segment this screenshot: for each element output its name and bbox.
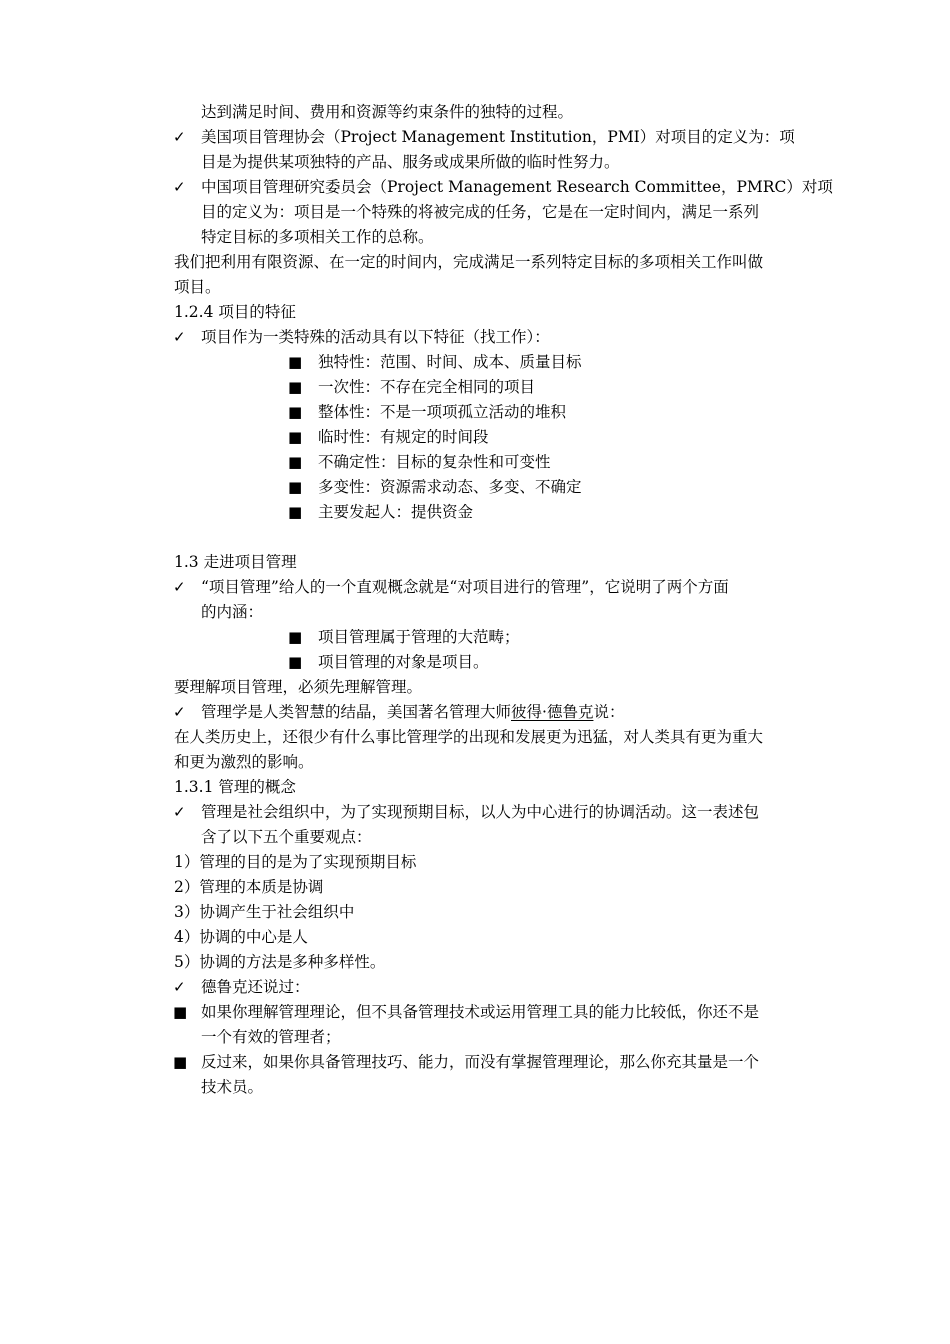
paragraph-line: 在人类历史上，还很少有什么事比管理学的出现和发展更为迅猛，对人类具有更为重大 (174, 728, 764, 746)
check-icon: ✓ (173, 978, 186, 996)
paragraph-line: 含了以下五个重要观点： (201, 828, 372, 846)
square-bullet-icon: ■ (288, 378, 303, 396)
list-item: 整体性：不是一项项孤立活动的堆积 (318, 403, 567, 421)
paragraph-line: 目是为提供某项独特的产品、服务或成果所做的临时性努力。 (201, 153, 620, 171)
list-item: 主要发起人：提供资金 (318, 503, 474, 521)
paragraph-line: “项目管理”给人的一个直观概念就是“对项目进行的管理”，它说明了两个方面 (201, 578, 729, 596)
square-bullet-icon: ■ (288, 403, 303, 421)
numbered-item: 1）管理的目的是为了实现预期目标 (174, 853, 417, 871)
check-icon: ✓ (173, 128, 186, 146)
section-heading: 1.3 走进项目管理 (174, 553, 297, 571)
paragraph-line: 项目作为一类特殊的活动具有以下特征（找工作）： (201, 328, 550, 346)
square-bullet-icon: ■ (288, 503, 303, 521)
drucker-link[interactable]: 彼得·德鲁克 (511, 703, 594, 721)
paragraph-line: 管理是社会组织中，为了实现预期目标，以人为中心进行的协调活动。这一表述包 (201, 803, 760, 821)
check-icon: ✓ (173, 328, 186, 346)
section-heading: 1.3.1 管理的概念 (174, 778, 296, 796)
list-item: 多变性：资源需求动态、多变、不确定 (318, 478, 582, 496)
paragraph-line: 一个有效的管理者； (201, 1028, 341, 1046)
paragraph-text: 管理学是人类智慧的结晶，美国著名管理大师 (201, 703, 512, 721)
paragraph-line: 的内涵： (201, 603, 264, 621)
square-bullet-icon: ■ (288, 353, 303, 371)
numbered-item: 4）协调的中心是人 (174, 928, 308, 946)
check-icon: ✓ (173, 703, 186, 721)
paragraph-line: 和更为激烈的影响。 (174, 753, 314, 771)
list-item: 一次性：不存在完全相同的项目 (318, 378, 536, 396)
section-heading: 1.2.4 项目的特征 (174, 303, 296, 321)
list-item: 临时性：有规定的时间段 (318, 428, 489, 446)
square-bullet-icon: ■ (288, 628, 303, 646)
paragraph-text: 说： (593, 703, 625, 721)
square-bullet-icon: ■ (173, 1053, 188, 1071)
paragraph-line: 中国项目管理研究委员会（Project Management Research Committee，PMRC）对项 (201, 178, 833, 196)
square-bullet-icon: ■ (288, 428, 303, 446)
square-bullet-icon: ■ (288, 478, 303, 496)
paragraph-line: 德鲁克还说过： (201, 978, 310, 996)
paragraph-line: 要理解项目管理，必须先理解管理。 (174, 678, 423, 696)
list-item: 项目管理的对象是项目。 (318, 653, 489, 671)
square-bullet-icon: ■ (173, 1003, 188, 1021)
square-bullet-icon: ■ (288, 453, 303, 471)
paragraph-line: 如果你理解管理理论，但不具备管理技术或运用管理工具的能力比较低，你还不是 (201, 1003, 760, 1021)
paragraph-line: 技术员。 (201, 1078, 264, 1096)
check-icon: ✓ (173, 578, 186, 596)
paragraph-line (201, 700, 624, 725)
check-icon: ✓ (173, 803, 186, 821)
numbered-item: 5）协调的方法是多种多样性。 (174, 953, 386, 971)
numbered-item: 2）管理的本质是协调 (174, 878, 324, 896)
list-item: 不确定性：目标的复杂性和可变性 (318, 453, 551, 471)
list-item: 独特性：范围、时间、成本、质量目标 (318, 353, 582, 371)
paragraph-line: 我们把利用有限资源、在一定的时间内，完成满足一系列特定目标的多项相关工作叫做 (174, 253, 764, 271)
list-item: 项目管理属于管理的大范畴； (318, 628, 520, 646)
paragraph-line: 特定目标的多项相关工作的总称。 (201, 228, 434, 246)
paragraph-line: 反过来，如果你具备管理技巧、能力，而没有掌握管理理论，那么你充其量是一个 (201, 1053, 760, 1071)
paragraph-line: 美国项目管理协会（Project Management Institution，PMI）对项目的定义为：项 (201, 128, 795, 146)
paragraph-line: 达到满足时间、费用和资源等约束条件的独特的过程。 (201, 103, 574, 121)
check-icon: ✓ (173, 178, 186, 196)
numbered-item: 3）协调产生于社会组织中 (174, 903, 355, 921)
paragraph-line: 目的定义为：项目是一个特殊的将被完成的任务，它是在一定时间内，满足一系列 (201, 203, 760, 221)
square-bullet-icon: ■ (288, 653, 303, 671)
paragraph-line: 项目。 (174, 278, 221, 296)
